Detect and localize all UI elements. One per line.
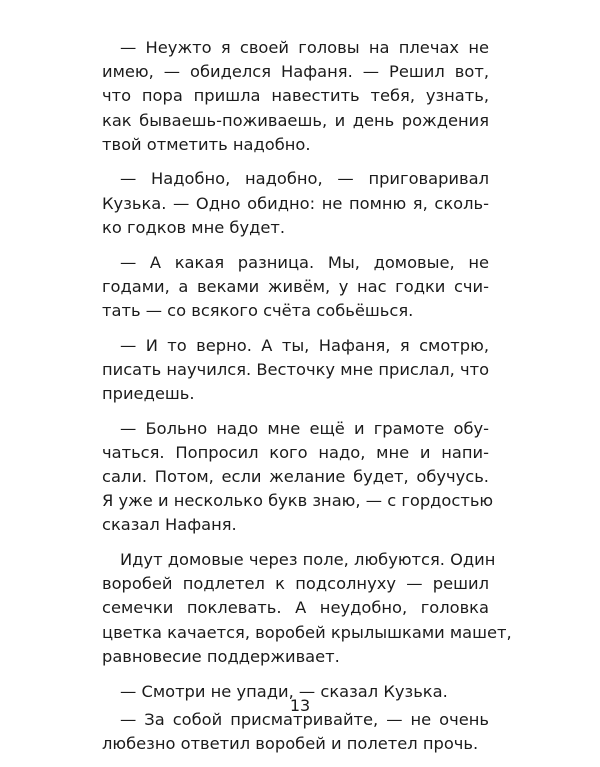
text-line: — Смотри не упади, — сказал Кузька. xyxy=(120,681,448,701)
text-line: — За собой присматривайте, — не очень xyxy=(120,709,489,729)
text-line: Кузька. — Одно обидно: не помню я, сколь- xyxy=(102,193,489,213)
paragraph xyxy=(102,334,489,407)
paragraph xyxy=(102,251,489,324)
text-line: как бываешь-поживаешь, и день рождения xyxy=(102,110,489,130)
text-line: равновесие поддерживает. xyxy=(102,646,340,666)
page-number: 13 xyxy=(289,696,311,715)
paragraph xyxy=(102,167,489,240)
text-line: приедешь. xyxy=(102,383,195,403)
text-line: Идут домовые через поле, любуются. Один xyxy=(120,550,496,570)
text-line: годами, а веками живём, у нас годки счи- xyxy=(102,276,489,296)
text-line: воробей подлетел к подсолнуху — решил xyxy=(102,574,489,594)
paragraph xyxy=(102,548,512,669)
text-line: писать научился. Весточку мне прислал, что xyxy=(102,359,490,379)
text-line: — Надобно, надобно, — приговаривал xyxy=(120,169,489,189)
story-text xyxy=(102,36,512,767)
text-line: что пора пришла навестить тебя, узнать, xyxy=(102,86,489,106)
paragraph xyxy=(102,36,489,157)
text-line: тать — со всякого счёта собьёшься. xyxy=(102,300,414,320)
text-line: сказал Нафаня. xyxy=(102,515,237,535)
text-line: любезно ответил воробей и полетел прочь. xyxy=(102,733,479,753)
text-line: цветка качается, воробей крылышками машет, xyxy=(102,622,512,642)
text-line: сали. Потом, если желание будет, обучусь. xyxy=(102,467,489,486)
text-line: чаться. Попросил кого надо, мне и напи- xyxy=(102,442,489,462)
text-line: семечки поклевать. А неудобно, головка xyxy=(102,598,489,618)
text-line: имею, — обиделся Нафаня. — Решил вот, xyxy=(102,62,489,82)
text-line: ко годков мне будет. xyxy=(102,217,286,237)
text-line: твой отметить надобно. xyxy=(102,134,311,154)
text-line: — Больно надо мне ещё и грамоте обу- xyxy=(120,418,489,438)
text-line: — Неужто я своей головы на плечах не xyxy=(120,38,489,57)
text-line: — И то верно. А ты, Нафаня, я смотрю, xyxy=(120,335,489,355)
text-line: — А какая разница. Мы, домовые, не xyxy=(120,252,489,272)
text-line: Я уже и несколько букв знаю, — с гордостью xyxy=(102,491,494,511)
paragraph xyxy=(102,417,494,538)
